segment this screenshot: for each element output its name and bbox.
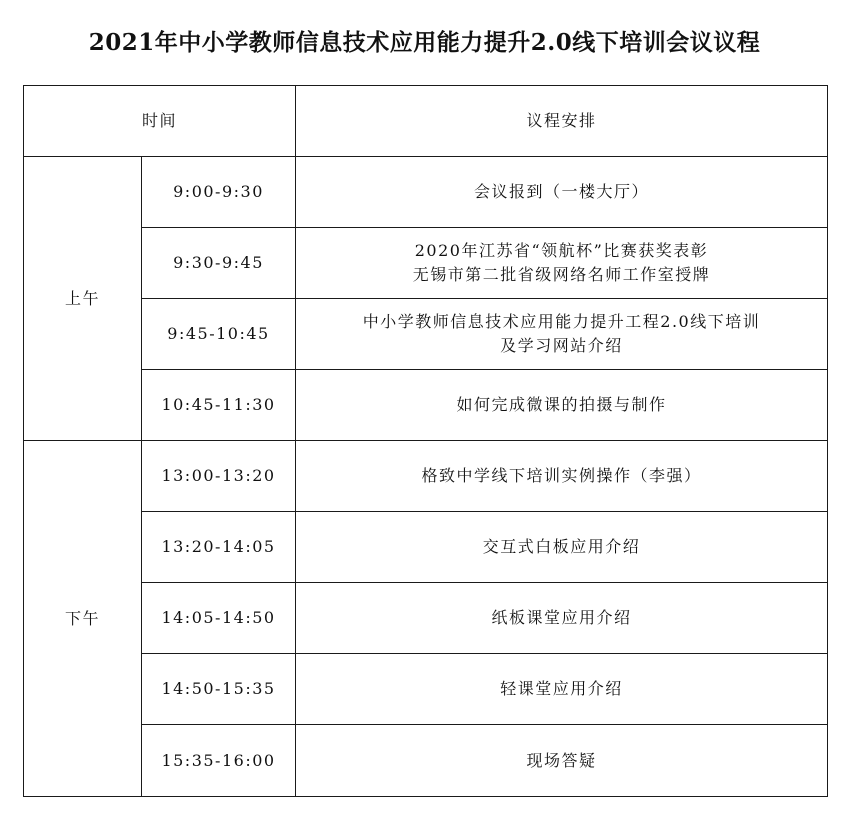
time-cell: 14:50-15:35 (142, 654, 296, 725)
agenda-line: 格致中学线下培训实例操作（李强） (421, 466, 702, 485)
agenda-cell (296, 299, 828, 370)
session-label-afternoon: 下午 (24, 441, 142, 797)
agenda-cell (296, 370, 828, 441)
table-row (24, 512, 828, 583)
time-cell: 13:20-14:05 (142, 512, 296, 583)
document-title: 2021年中小学教师信息技术应用能力提升2.0线下培训会议议程 (88, 29, 761, 56)
agenda-line: 交互式白板应用介绍 (482, 537, 641, 556)
table-row (24, 157, 828, 228)
agenda-table (23, 85, 828, 797)
agenda-line: 中小学教师信息技术应用能力提升工程2.0线下培训 (362, 312, 761, 331)
agenda-line: 如何完成微课的拍摄与制作 (456, 395, 667, 414)
agenda-line: 现场答疑 (526, 750, 597, 770)
time-cell: 14:05-14:50 (142, 583, 296, 654)
table-header-row (24, 86, 828, 157)
agenda-cell (296, 228, 828, 299)
agenda-cell (296, 654, 828, 725)
time-cell: 9:30-9:45 (142, 228, 296, 299)
table-row (24, 370, 828, 441)
table-row (24, 654, 828, 725)
header-time: 时间 (24, 86, 296, 157)
table-row (24, 228, 828, 299)
agenda-line: 会议报到（一楼大厅） (474, 182, 650, 201)
agenda-line: 纸板课堂应用介绍 (491, 608, 632, 627)
time-cell: 13:00-13:20 (142, 441, 296, 512)
agenda-cell (296, 583, 828, 654)
table-row (24, 299, 828, 370)
agenda-cell (296, 512, 828, 583)
agenda-cell (296, 725, 828, 797)
table-row (24, 583, 828, 654)
header-agenda: 议程安排 (296, 86, 828, 157)
agenda-cell (296, 441, 828, 512)
agenda-line: 及学习网站介绍 (500, 336, 623, 355)
agenda-line: 轻课堂应用介绍 (500, 679, 623, 698)
agenda-line: 无锡市第二批省级网络名师工作室授牌 (412, 265, 711, 284)
table-row (24, 441, 828, 512)
agenda-cell (296, 157, 828, 228)
time-cell: 15:35-16:00 (142, 725, 296, 797)
agenda-line: 2020年江苏省“领航杯”比赛获奖表彰 (414, 241, 709, 260)
time-cell: 10:45-11:30 (142, 370, 296, 441)
time-cell: 9:45-10:45 (142, 299, 296, 370)
session-label-morning: 上午 (24, 157, 142, 441)
table-row (24, 725, 828, 797)
time-cell: 9:00-9:30 (142, 157, 296, 228)
